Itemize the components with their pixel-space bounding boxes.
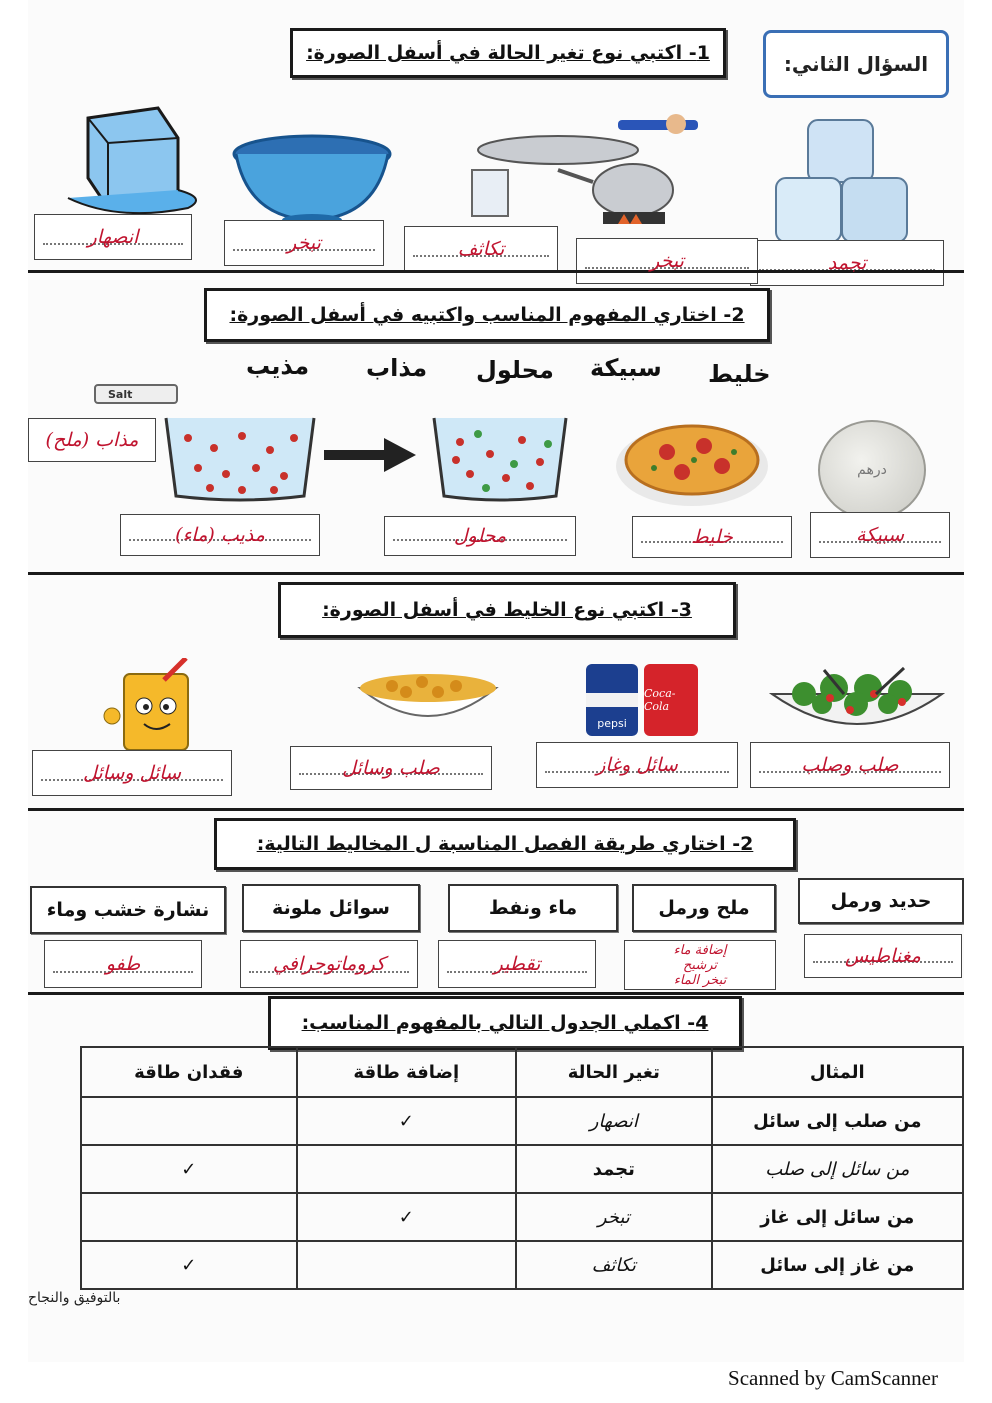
change-cell[interactable]: تجمد	[516, 1145, 712, 1193]
table-row	[81, 1097, 963, 1145]
concept-word-1: خليط	[708, 360, 771, 388]
section2-answer-2[interactable]: خليط	[632, 516, 792, 558]
separation-option-4: سوائل ملونة	[242, 884, 420, 932]
scanner-footer: Scanned by CamScanner	[728, 1366, 938, 1390]
divider-1	[28, 270, 964, 273]
divider-2	[28, 572, 964, 575]
example-cell: من سائل إلى غاز	[712, 1193, 963, 1241]
loss-cell[interactable]	[81, 1097, 297, 1145]
table-row	[81, 1145, 963, 1193]
cola-can-image: Coca-Cola	[644, 664, 698, 736]
concept-word-5: مذيب	[246, 352, 310, 380]
concept-word-4: مذاب	[366, 354, 428, 382]
add-cell[interactable]: ✓	[297, 1097, 517, 1145]
ice-cubes-image	[768, 112, 918, 252]
section2-answer-4[interactable]: مذيب (ماء)	[120, 514, 320, 556]
section5-title: 4- اكملي الجدول التالي بالمفهوم المناسب:	[268, 996, 742, 1050]
melting-ice-image	[58, 98, 198, 218]
separation-answer-5[interactable]: طفو	[44, 940, 202, 988]
section2-answer-3[interactable]: محلول	[384, 516, 576, 556]
section4-title: 2- اختاري طريقة الفصل المناسبة ل المخاليط التالية:	[214, 818, 796, 870]
table-header-row	[81, 1047, 963, 1097]
table-row	[81, 1193, 963, 1241]
header-state-change: تغير الحالة	[516, 1047, 712, 1097]
concept-word-2: سبيكة	[590, 354, 662, 382]
bowl-of-water-image	[228, 128, 398, 228]
change-cell[interactable]: تبخر	[516, 1193, 712, 1241]
question-label-box	[763, 30, 949, 98]
energy-table	[80, 1046, 964, 1290]
kettle-on-stove-image	[458, 112, 708, 232]
loss-cell[interactable]: ✓	[81, 1145, 297, 1193]
worksheet-page	[28, 0, 964, 1362]
section1-answer-1[interactable]: تجمد	[750, 240, 944, 286]
arrow-icon	[324, 438, 416, 472]
juice-glass-image	[94, 658, 218, 754]
closing-signature: بالتوفيق والنجاح	[28, 1290, 121, 1306]
loss-cell[interactable]: ✓	[81, 1241, 297, 1289]
section1-answer-5[interactable]: انصهار	[34, 214, 192, 260]
change-cell[interactable]: انصهار	[516, 1097, 712, 1145]
example-cell: من سائل إلى صلب	[712, 1145, 963, 1193]
concept-word-3: محلول	[476, 356, 554, 384]
separation-answer-2[interactable]: إضافة ماء ترشيح تبخر الماء	[624, 940, 776, 990]
section2-title: 2- اختاري المفهوم المناسب واكتبيه في أسفل الصورة:	[204, 288, 770, 342]
coin-image: درهم	[818, 420, 926, 520]
section1-answer-4[interactable]: تبخر	[224, 220, 384, 266]
section2-answer-1[interactable]: سبيكة	[810, 512, 950, 558]
header-example: المثال	[712, 1047, 963, 1097]
add-cell[interactable]: ✓	[297, 1193, 517, 1241]
example-cell: من صلب إلى سائل	[712, 1097, 963, 1145]
change-cell[interactable]: تكاثف	[516, 1241, 712, 1289]
separation-option-2: ملح ورمل	[632, 884, 776, 932]
add-cell[interactable]	[297, 1145, 517, 1193]
loss-cell[interactable]	[81, 1193, 297, 1241]
section3-title: 3- اكتبي نوع الخليط في أسفل الصورة:	[278, 582, 736, 638]
separation-answer-1[interactable]: مغناطيس	[804, 934, 962, 978]
beaker-salt-water-image	[162, 412, 318, 504]
salt-shaker-image: Salt	[94, 384, 178, 404]
separation-answer-3[interactable]: تقطير	[438, 940, 596, 988]
table-row	[81, 1241, 963, 1289]
salad-bowl-image	[764, 664, 950, 738]
section3-answer-1[interactable]: صلب وصلب	[750, 742, 950, 788]
section3-answer-3[interactable]: صلب وسائل	[290, 746, 492, 790]
separation-answer-4[interactable]: كروماتوجرافي	[240, 940, 418, 988]
add-cell[interactable]	[297, 1241, 517, 1289]
header-energy-loss: فقدان طاقة	[81, 1047, 297, 1097]
question-label: السؤال الثاني:	[783, 52, 929, 76]
cereal-bowl-image	[352, 664, 504, 734]
section3-answer-2[interactable]: سائل وغاز	[536, 742, 738, 788]
separation-option-5: نشارة خشب وماء	[30, 886, 226, 934]
section1-answer-3[interactable]: تكاثف	[404, 226, 558, 272]
section3-answer-4[interactable]: سائل وسائل	[32, 750, 232, 796]
pizza-image	[612, 410, 772, 510]
section1-answer-2[interactable]: تبخر	[576, 238, 758, 284]
beaker-solution-image	[430, 412, 570, 504]
example-cell: من غاز إلى سائل	[712, 1241, 963, 1289]
separation-option-3: ماء ونفط	[448, 884, 618, 932]
divider-4	[28, 992, 964, 995]
header-energy-add: إضافة طاقة	[297, 1047, 517, 1097]
section2-side-answer[interactable]: مذاب (ملح)	[28, 418, 156, 462]
divider-3	[28, 808, 964, 811]
pepsi-can-image: pepsi	[586, 664, 638, 736]
section1-title: 1- اكتبي نوع تغير الحالة في أسفل الصورة:	[290, 28, 726, 78]
separation-option-1: حديد ورمل	[798, 878, 964, 924]
